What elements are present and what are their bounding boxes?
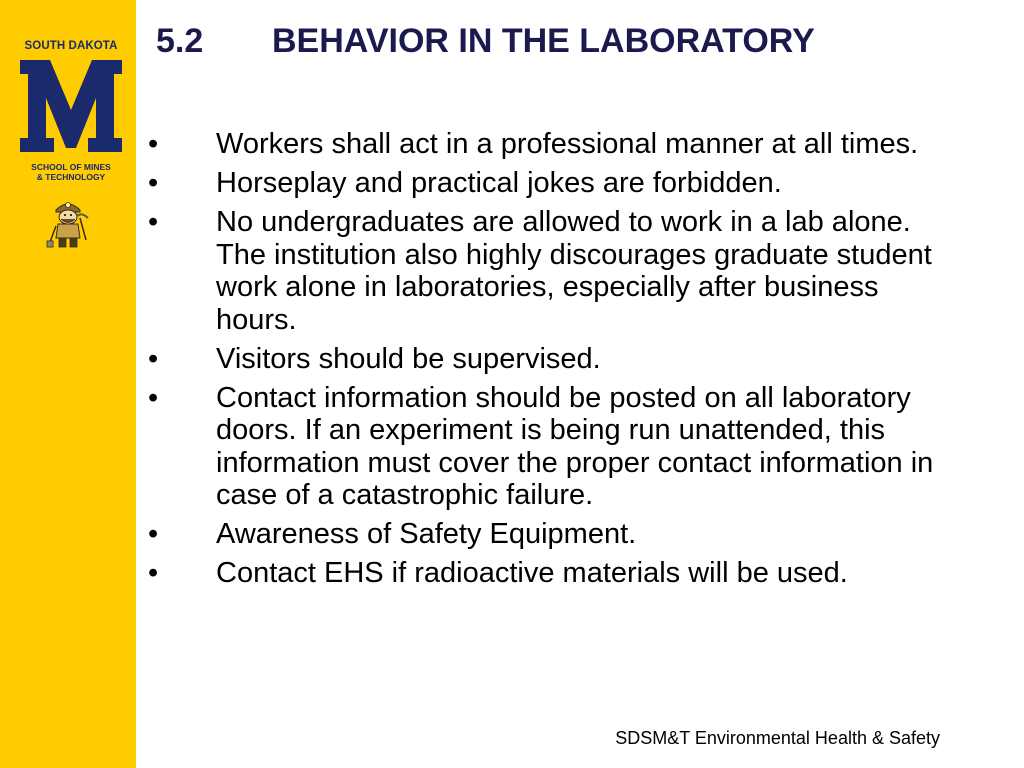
bullet-dot-icon: • [148,206,159,238]
logo-m-icon [16,56,126,156]
page-title [156,22,815,61]
list-item-text: Contact EHS if radioactive materials will be used. [216,557,848,589]
bullet-dot-icon: • [148,128,159,160]
logo-bottom-text [10,162,132,182]
bullet-dot-icon: • [148,342,159,375]
list-item [148,206,958,336]
list-item-text: Contact information should be posted on all laboratory doors. If an experiment is being run unattended, this information must cover the proper contact information in case of a catastrophic failure. [216,381,934,511]
list-item-text: Workers shall act in a professional manner at all times. [216,128,919,160]
list-item [148,128,958,161]
list-item [148,382,958,512]
list-item [148,557,958,590]
list-item-text: Visitors should be supervised. [216,342,601,375]
bullet-dot-icon: • [148,167,159,199]
logo-bottom-line1: SCHOOL OF MINES [31,162,111,172]
miner-mascot-icon [46,196,90,250]
list-item-text: No undergraduates are allowed to work in a lab alone. The institution also highly discourages graduate student work alone in laboratories, especially after business hours. [216,206,932,336]
school-logo [10,40,132,182]
section-number: 5.2 [156,22,204,60]
list-item [148,518,958,551]
logo-bottom-line2: & TECHNOLOGY [36,172,106,182]
sidebar [0,0,136,768]
title-text: BEHAVIOR IN THE LABORATORY [272,22,815,60]
list-item-text: Horseplay and practical jokes are forbidden. [216,167,782,199]
bullet-list [148,128,958,596]
list-item [148,167,958,200]
list-item [148,343,958,376]
bullet-dot-icon: • [148,381,159,414]
bullet-dot-icon: • [148,518,159,550]
list-item-text: Awareness of Safety Equipment. [216,518,637,550]
bullet-dot-icon: • [148,557,159,589]
footer-text: SDSM&T Environmental Health & Safety [615,728,940,748]
logo-top-text: SOUTH DAKOTA [24,40,118,52]
